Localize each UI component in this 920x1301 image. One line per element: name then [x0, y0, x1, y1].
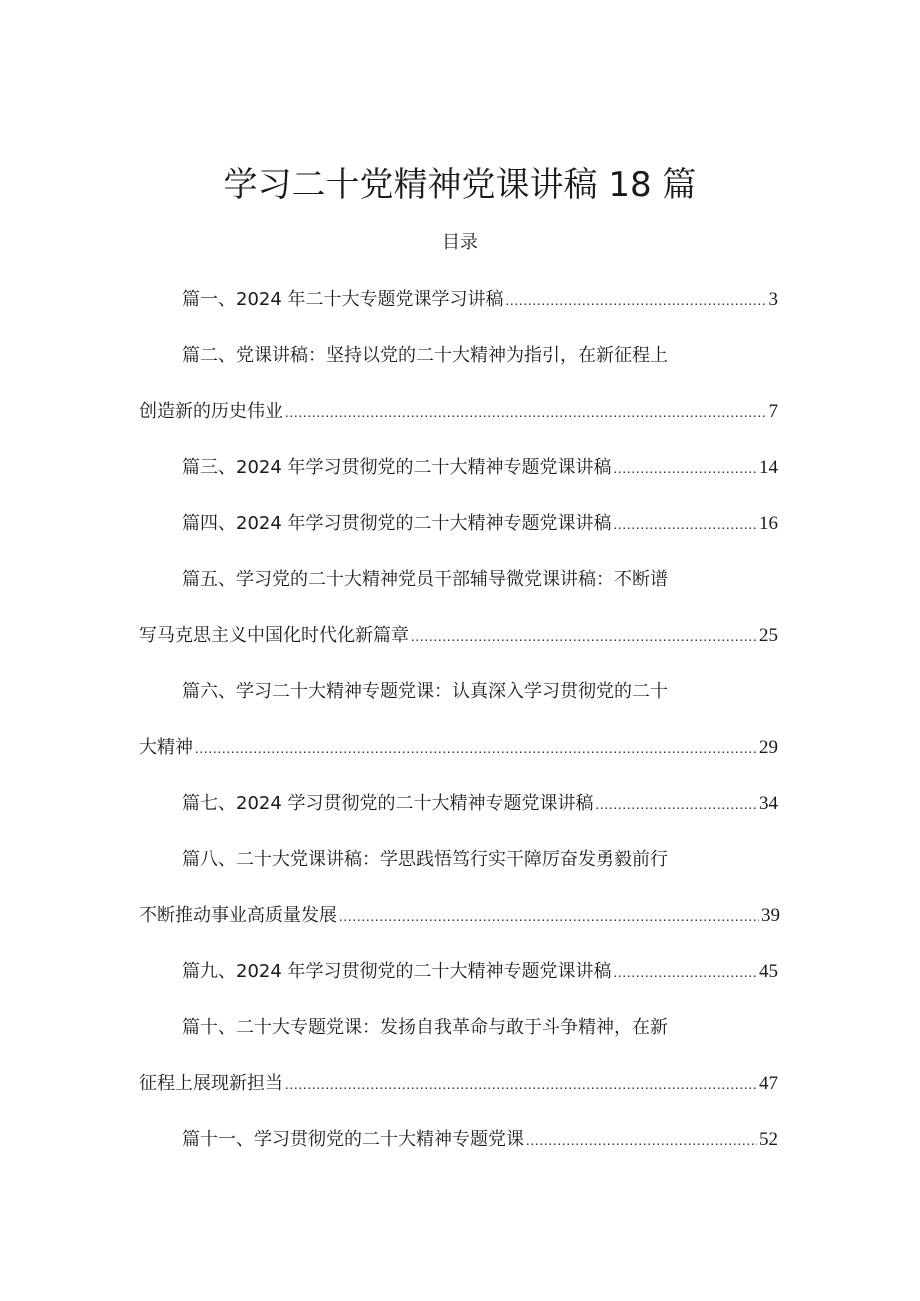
toc-entry-title: 篇七、2024 学习贯彻党的二十大精神专题党课讲稿 [182, 793, 594, 814]
toc-entry-10-line1[interactable] [182, 1013, 782, 1043]
toc-entry-8-line2[interactable] [139, 901, 780, 931]
toc-leader-dots [285, 399, 767, 427]
toc-page-number: 14 [759, 457, 778, 478]
toc-page-number: 34 [759, 793, 778, 814]
toc-leader-dots [411, 623, 757, 651]
toc-entry-9[interactable] [182, 957, 778, 987]
toc-entry-title-continued: 征程上展现新担当 [139, 1073, 283, 1094]
toc-page-number: 45 [759, 961, 778, 982]
toc-entry-2-line1[interactable] [182, 341, 782, 371]
toc-entry-title: 篇三、2024 年学习贯彻党的二十大精神专题党课讲稿 [182, 457, 612, 478]
toc-entry-title: 篇一、2024 年二十大专题党课学习讲稿 [182, 289, 504, 310]
toc-leader-dots [526, 1127, 757, 1155]
toc-leader-dots [596, 791, 757, 819]
toc-heading: 目录 [442, 232, 478, 253]
toc-entry-title: 篇六、学习二十大精神专题党课：认真深入学习贯彻党的二十 [182, 681, 668, 702]
toc-entry-8-line1[interactable] [182, 845, 782, 875]
toc-page-number: 39 [761, 905, 780, 926]
toc-entry-7[interactable] [182, 789, 778, 819]
toc-page-number: 52 [759, 1129, 778, 1150]
toc-page-number: 7 [768, 401, 778, 422]
toc-entry-title: 篇八、二十大党课讲稿：学思践悟笃行实干障厉奋发勇毅前行 [182, 849, 668, 870]
toc-entry-10-line2[interactable] [139, 1069, 778, 1099]
toc-entry-6-line1[interactable] [182, 677, 782, 707]
toc-leader-dots [614, 511, 757, 539]
toc-entry-title-continued: 大精神 [139, 737, 193, 758]
toc-entry-5-line2[interactable] [139, 621, 778, 651]
toc-page-number: 29 [759, 737, 778, 758]
toc-entry-title-continued: 写马克思主义中国化时代化新篇章 [139, 625, 409, 646]
toc-leader-dots [614, 455, 757, 483]
toc-leader-dots [614, 959, 757, 987]
toc-page-number: 16 [759, 513, 778, 534]
toc-entry-title: 篇二、党课讲稿：坚持以党的二十大精神为指引，在新征程上 [182, 345, 668, 366]
toc-entry-title: 篇十一、学习贯彻党的二十大精神专题党课 [182, 1129, 524, 1150]
toc-entry-title: 篇十、二十大专题党课：发扬自我革命与敢于斗争精神，在新 [182, 1017, 668, 1038]
toc-entry-11[interactable] [182, 1125, 778, 1155]
toc-entry-title: 篇四、2024 年学习贯彻党的二十大精神专题党课讲稿 [182, 513, 612, 534]
toc-entry-title-continued: 不断推动事业高质量发展 [139, 905, 337, 926]
toc-page-number: 3 [768, 289, 778, 310]
toc-page-number: 47 [759, 1073, 778, 1094]
document-title: 学习二十党精神党课讲稿 18 篇 [223, 164, 697, 205]
toc-leader-dots [285, 1071, 757, 1099]
toc-entry-title: 篇九、2024 年学习贯彻党的二十大精神专题党课讲稿 [182, 961, 612, 982]
toc-entry-4[interactable] [182, 509, 778, 539]
toc-leader-dots [339, 903, 759, 931]
toc-page-number: 25 [759, 625, 778, 646]
toc-entry-title: 篇五、学习党的二十大精神党员干部辅导微党课讲稿：不断谱 [182, 569, 668, 590]
toc-entry-3[interactable] [182, 453, 778, 483]
toc-entry-title-continued: 创造新的历史伟业 [139, 401, 283, 422]
toc-leader-dots [195, 735, 757, 763]
toc-entry-2-line2[interactable] [139, 397, 778, 427]
toc-entry-5-line1[interactable] [182, 565, 782, 595]
toc-leader-dots [506, 287, 767, 315]
toc-entry-1[interactable] [182, 285, 778, 315]
toc-entry-6-line2[interactable] [139, 733, 778, 763]
